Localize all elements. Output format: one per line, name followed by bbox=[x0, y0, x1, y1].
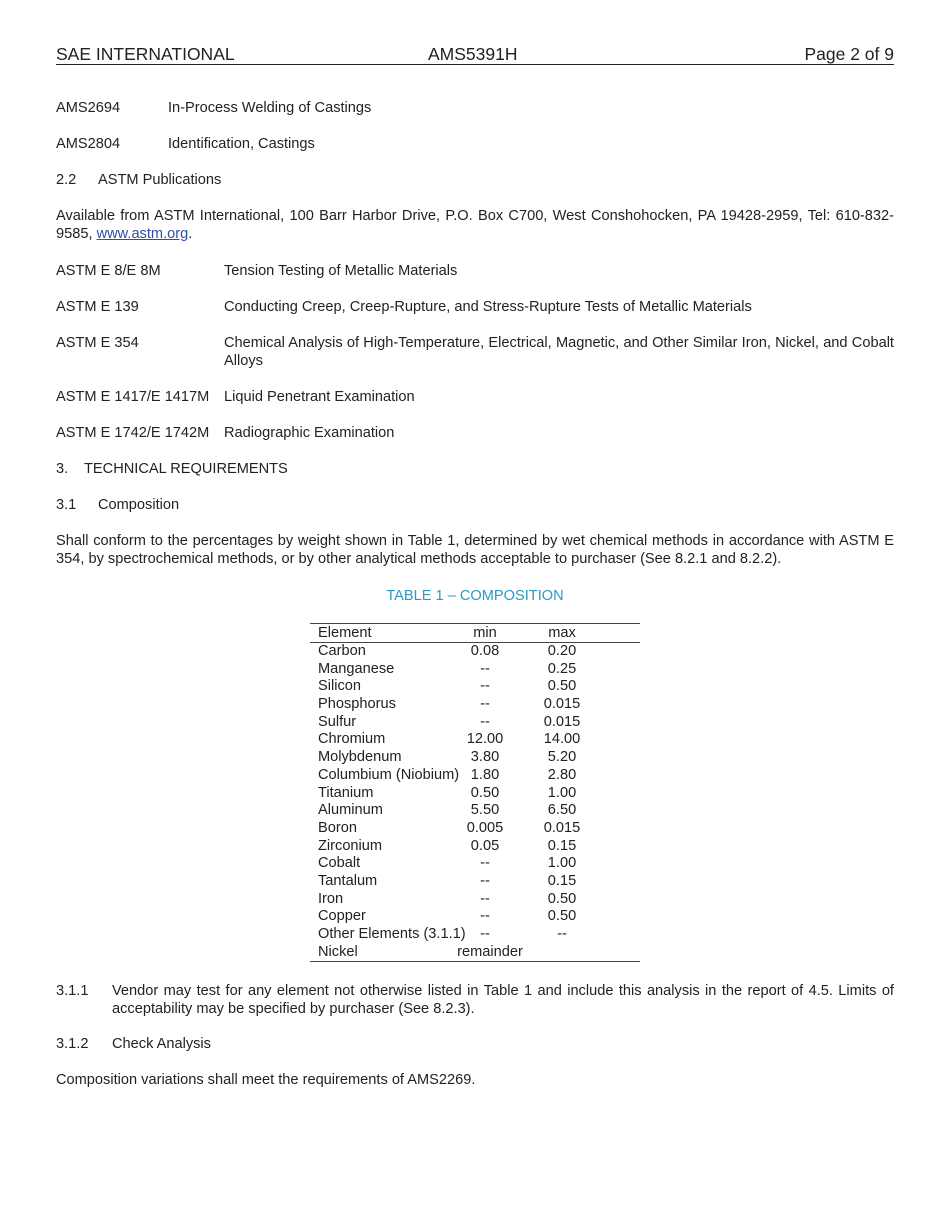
element-name: Carbon bbox=[318, 643, 366, 659]
section-number: 3.1.1 bbox=[56, 983, 89, 999]
min-value: -- bbox=[480, 855, 490, 872]
max-value: 1.00 bbox=[547, 784, 577, 801]
min-value: -- bbox=[480, 660, 490, 677]
astm-availability-period: . bbox=[188, 226, 193, 242]
table-row bbox=[310, 820, 640, 838]
min-value: -- bbox=[480, 713, 490, 730]
element-value: remainder bbox=[457, 943, 523, 960]
table-body bbox=[310, 643, 640, 944]
table-header-row bbox=[310, 624, 640, 643]
min-value: 12.00 bbox=[466, 731, 504, 748]
max-value: 0.15 bbox=[547, 837, 577, 854]
max-value: 0.50 bbox=[547, 890, 577, 907]
table-row bbox=[310, 926, 640, 944]
section-number: 2.2 bbox=[56, 172, 77, 188]
section-title: Composition bbox=[98, 497, 180, 513]
min-value: -- bbox=[480, 696, 490, 713]
astm-availability-paragraph bbox=[56, 207, 894, 243]
min-value: -- bbox=[480, 908, 490, 925]
max-value: 1.00 bbox=[547, 855, 577, 872]
section-number: 3.1 bbox=[56, 497, 77, 513]
table-row bbox=[310, 802, 640, 820]
table-title: TABLE 1 – COMPOSITION bbox=[386, 588, 564, 604]
table-row bbox=[310, 767, 640, 785]
min-value: -- bbox=[480, 926, 490, 942]
column-header-min: min bbox=[473, 625, 497, 641]
max-value: 0.50 bbox=[547, 678, 577, 695]
table-row bbox=[310, 855, 640, 873]
ref-code: ASTM E 139 bbox=[56, 299, 139, 315]
element-name: Aluminum bbox=[318, 802, 383, 819]
table-row bbox=[310, 908, 640, 926]
ref-code: ASTM E 354 bbox=[56, 335, 139, 351]
max-value: 0.015 bbox=[543, 696, 581, 713]
section-text: Vendor may test for any element not otherwise listed in Table 1 and include this analysis in the report of 4.5. Limits of acceptability may be specified by purchaser (See 8.2.3). bbox=[112, 983, 894, 1017]
composition-paragraph: Shall conform to the percentages by weight shown in Table 1, determined by wet chemical methods in accordance with ASTM E 354, by spectrochemical methods, or by other analytical methods acceptable to purchaser (See 8.2.1 and 8.2.2). bbox=[56, 533, 894, 567]
element-name: Boron bbox=[318, 819, 357, 836]
ref-title: In-Process Welding of Castings bbox=[168, 100, 372, 116]
table-row bbox=[310, 838, 640, 856]
max-value: 2.80 bbox=[547, 766, 577, 783]
header-doc-number: AMS5391H bbox=[428, 44, 518, 64]
element-name: Cobalt bbox=[318, 855, 361, 872]
max-value: -- bbox=[557, 926, 567, 942]
element-name: Iron bbox=[318, 890, 344, 907]
element-name: Silicon bbox=[318, 678, 361, 695]
element-name: Sulfur bbox=[318, 713, 357, 730]
table-row bbox=[310, 661, 640, 679]
section-title: TECHNICAL REQUIREMENTS bbox=[84, 461, 288, 477]
ref-title: Radiographic Examination bbox=[224, 425, 395, 441]
ref-title: Identification, Castings bbox=[168, 136, 315, 152]
astm-website-link[interactable]: www.astm.org bbox=[96, 226, 189, 242]
table-row bbox=[310, 785, 640, 803]
column-header-element: Element bbox=[318, 625, 372, 641]
element-name: Manganese bbox=[318, 660, 395, 677]
min-value: -- bbox=[480, 890, 490, 907]
ref-code: ASTM E 1417/E 1417M bbox=[56, 389, 210, 405]
element-name: Zirconium bbox=[318, 837, 383, 854]
element-name: Other Elements (3.1.1) bbox=[318, 926, 466, 942]
check-analysis-paragraph: Composition variations shall meet the requirements of AMS2269. bbox=[56, 1072, 476, 1088]
min-value: 3.80 bbox=[470, 749, 500, 766]
ref-code: ASTM E 8/E 8M bbox=[56, 263, 161, 279]
ref-code: ASTM E 1742/E 1742M bbox=[56, 425, 210, 441]
header-org: SAE INTERNATIONAL bbox=[56, 44, 235, 64]
min-value: 0.005 bbox=[466, 819, 504, 836]
element-name: Columbium (Niobium) bbox=[318, 766, 460, 783]
ref-code: AMS2694 bbox=[56, 100, 121, 116]
max-value: 0.25 bbox=[547, 660, 577, 677]
ref-code: AMS2804 bbox=[56, 136, 121, 152]
max-value: 5.20 bbox=[547, 749, 577, 766]
ref-title: Conducting Creep, Creep-Rupture, and Stress-Rupture Tests of Metallic Materials bbox=[224, 299, 752, 315]
ref-title: Liquid Penetrant Examination bbox=[224, 389, 415, 405]
max-value: 0.015 bbox=[543, 819, 581, 836]
max-value: 6.50 bbox=[547, 802, 577, 819]
min-value: 0.08 bbox=[470, 643, 500, 659]
max-value: 0.015 bbox=[543, 713, 581, 730]
table-row bbox=[310, 731, 640, 749]
composition-table bbox=[310, 623, 640, 962]
ref-title: Tension Testing of Metallic Materials bbox=[224, 263, 458, 279]
element-name: Tantalum bbox=[318, 872, 378, 889]
min-value: 5.50 bbox=[470, 802, 500, 819]
table-row bbox=[310, 678, 640, 696]
page-header bbox=[56, 44, 894, 65]
min-value: -- bbox=[480, 678, 490, 695]
header-page-number: Page 2 of 9 bbox=[804, 44, 894, 64]
table-row bbox=[310, 714, 640, 732]
max-value: 14.00 bbox=[543, 731, 581, 748]
section-title: ASTM Publications bbox=[98, 172, 222, 188]
ref-title: Chemical Analysis of High-Temperature, Electrical, Magnetic, and Other Similar Iron, Nickel, and Cobalt Alloys bbox=[224, 335, 894, 369]
element-name: Copper bbox=[318, 908, 366, 925]
table-row bbox=[310, 891, 640, 909]
table-row bbox=[310, 749, 640, 767]
max-value: 0.15 bbox=[547, 872, 577, 889]
table-row bbox=[310, 944, 640, 962]
section-number: 3. bbox=[56, 461, 69, 477]
element-name: Phosphorus bbox=[318, 696, 396, 713]
min-value: 1.80 bbox=[470, 766, 500, 783]
max-value: 0.20 bbox=[547, 643, 577, 659]
element-name: Titanium bbox=[318, 784, 374, 801]
astm-availability-text: Available from ASTM International, 100 Barr Harbor Drive, P.O. Box C700, West Conshohocken, PA 19428-2959, Tel: 610-832-9585, bbox=[56, 208, 894, 242]
element-name: Molybdenum bbox=[318, 749, 402, 766]
min-value: 0.05 bbox=[470, 837, 500, 854]
table-row bbox=[310, 696, 640, 714]
section-title: Check Analysis bbox=[112, 1036, 211, 1052]
min-value: -- bbox=[480, 872, 490, 889]
min-value: 0.50 bbox=[470, 784, 500, 801]
table-row bbox=[310, 643, 640, 661]
max-value: 0.50 bbox=[547, 908, 577, 925]
column-header-max: max bbox=[548, 625, 576, 641]
section-number: 3.1.2 bbox=[56, 1036, 89, 1052]
element-name: Chromium bbox=[318, 731, 386, 748]
element-name: Nickel bbox=[318, 943, 358, 960]
table-row bbox=[310, 873, 640, 891]
